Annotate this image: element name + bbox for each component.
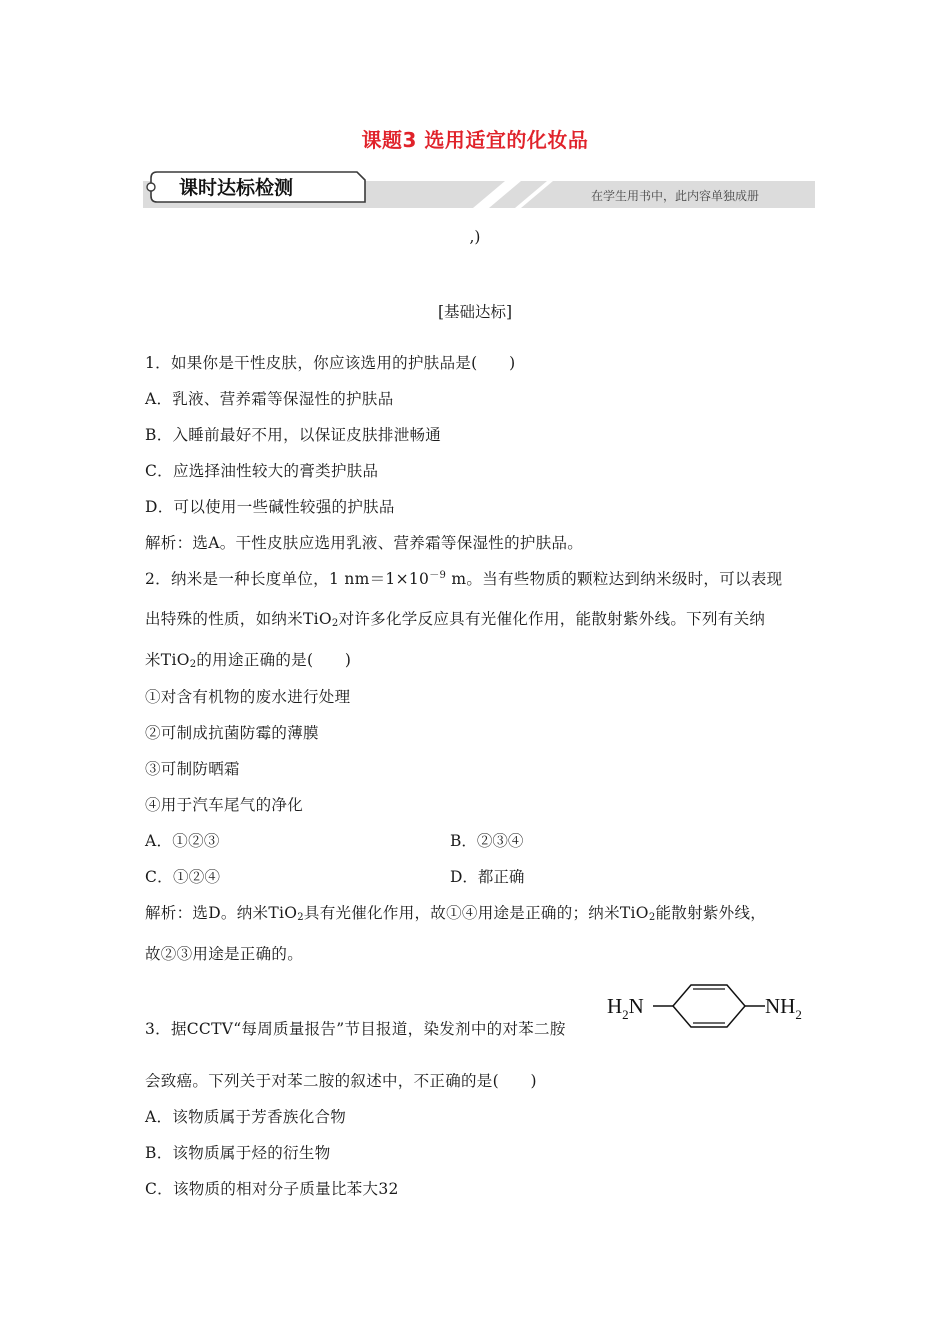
q2-analysis-line2: 故②③用途是正确的。 — [145, 945, 304, 963]
q2-option-a: A．①②③ — [145, 832, 220, 850]
q3-stem-line2: 会致癌。下列关于对苯二胺的叙述中，不正确的是( ) — [145, 1072, 537, 1090]
q1-option-a: A．乳液、营养霜等保湿性的护肤品 — [145, 390, 394, 408]
q2-item-3: ③可制防晒霜 — [145, 760, 240, 778]
q3-option-a: A．该物质属于芳香族化合物 — [145, 1108, 347, 1126]
q2-item-2: ②可制成抗菌防霉的薄膜 — [145, 724, 319, 742]
q3-option-b: B．该物质属于烃的衍生物 — [145, 1144, 331, 1162]
svg-text:NH2: $NH_2$ — [765, 994, 802, 1022]
q2-option-c: C．①②④ — [145, 868, 221, 886]
banner-label: 课时达标检测 — [179, 177, 294, 199]
p-phenylenediamine-structure — [605, 984, 815, 1034]
q2-option-d: D．都正确 — [450, 868, 525, 886]
q1-option-c: C．应选择油性较大的膏类护肤品 — [145, 462, 379, 480]
page-title: 课题3 选用适宜的化妆品 — [361, 128, 589, 152]
q1-analysis: 解析：选A。干性皮肤应选用乳液、营养霜等保湿性的护肤品。 — [145, 534, 584, 552]
q1-stem: 1．如果你是干性皮肤，你应该选用的护肤品是( ) — [145, 354, 516, 372]
q3-option-c: C．该物质的相对分子质量比苯大32 — [145, 1180, 399, 1198]
section-heading: [基础达标] — [437, 303, 513, 321]
stray-mark: ,) — [469, 228, 481, 246]
q2-item-4: ④用于汽车尾气的净化 — [145, 796, 304, 814]
q3-stem-line1: 3．据CCTV“每周质量报告”节目报道，染发剂中的对苯二胺 — [145, 1020, 566, 1038]
section-banner — [143, 168, 815, 208]
q2-stem-line1: 2．纳米是一种长度单位，1 $nm=1\times 10^{-9}$ m。当有些物质的颗粒达到纳米级时，可以表现 — [145, 570, 783, 588]
q1-option-b: B．入睡前最好不用，以保证皮肤排泄畅通 — [145, 426, 442, 444]
q2-item-1: ①对含有机物的废水进行处理 — [145, 688, 351, 706]
q2-analysis-line1: 解析：选D。纳米TiO$_2$具有光催化作用，故①④用途是正确的；纳米TiO$_2$能散射紫外线， — [145, 904, 767, 923]
q1-option-d: D．可以使用一些碱性较强的护肤品 — [145, 498, 395, 516]
q2-stem-line2: 出特殊的性质，如纳米TiO$_2$对许多化学反应具有光催化作用，能散射紫外线。下列有关纳 — [145, 610, 766, 629]
svg-text:H2N: $H_2N$ — [607, 994, 644, 1022]
q2-option-b: B．②③④ — [450, 832, 524, 850]
q2-stem-line3: 米TiO$_2$的用途正确的是( ) — [145, 651, 352, 670]
banner-note: 在学生用书中，此内容单独成册 — [591, 189, 760, 203]
